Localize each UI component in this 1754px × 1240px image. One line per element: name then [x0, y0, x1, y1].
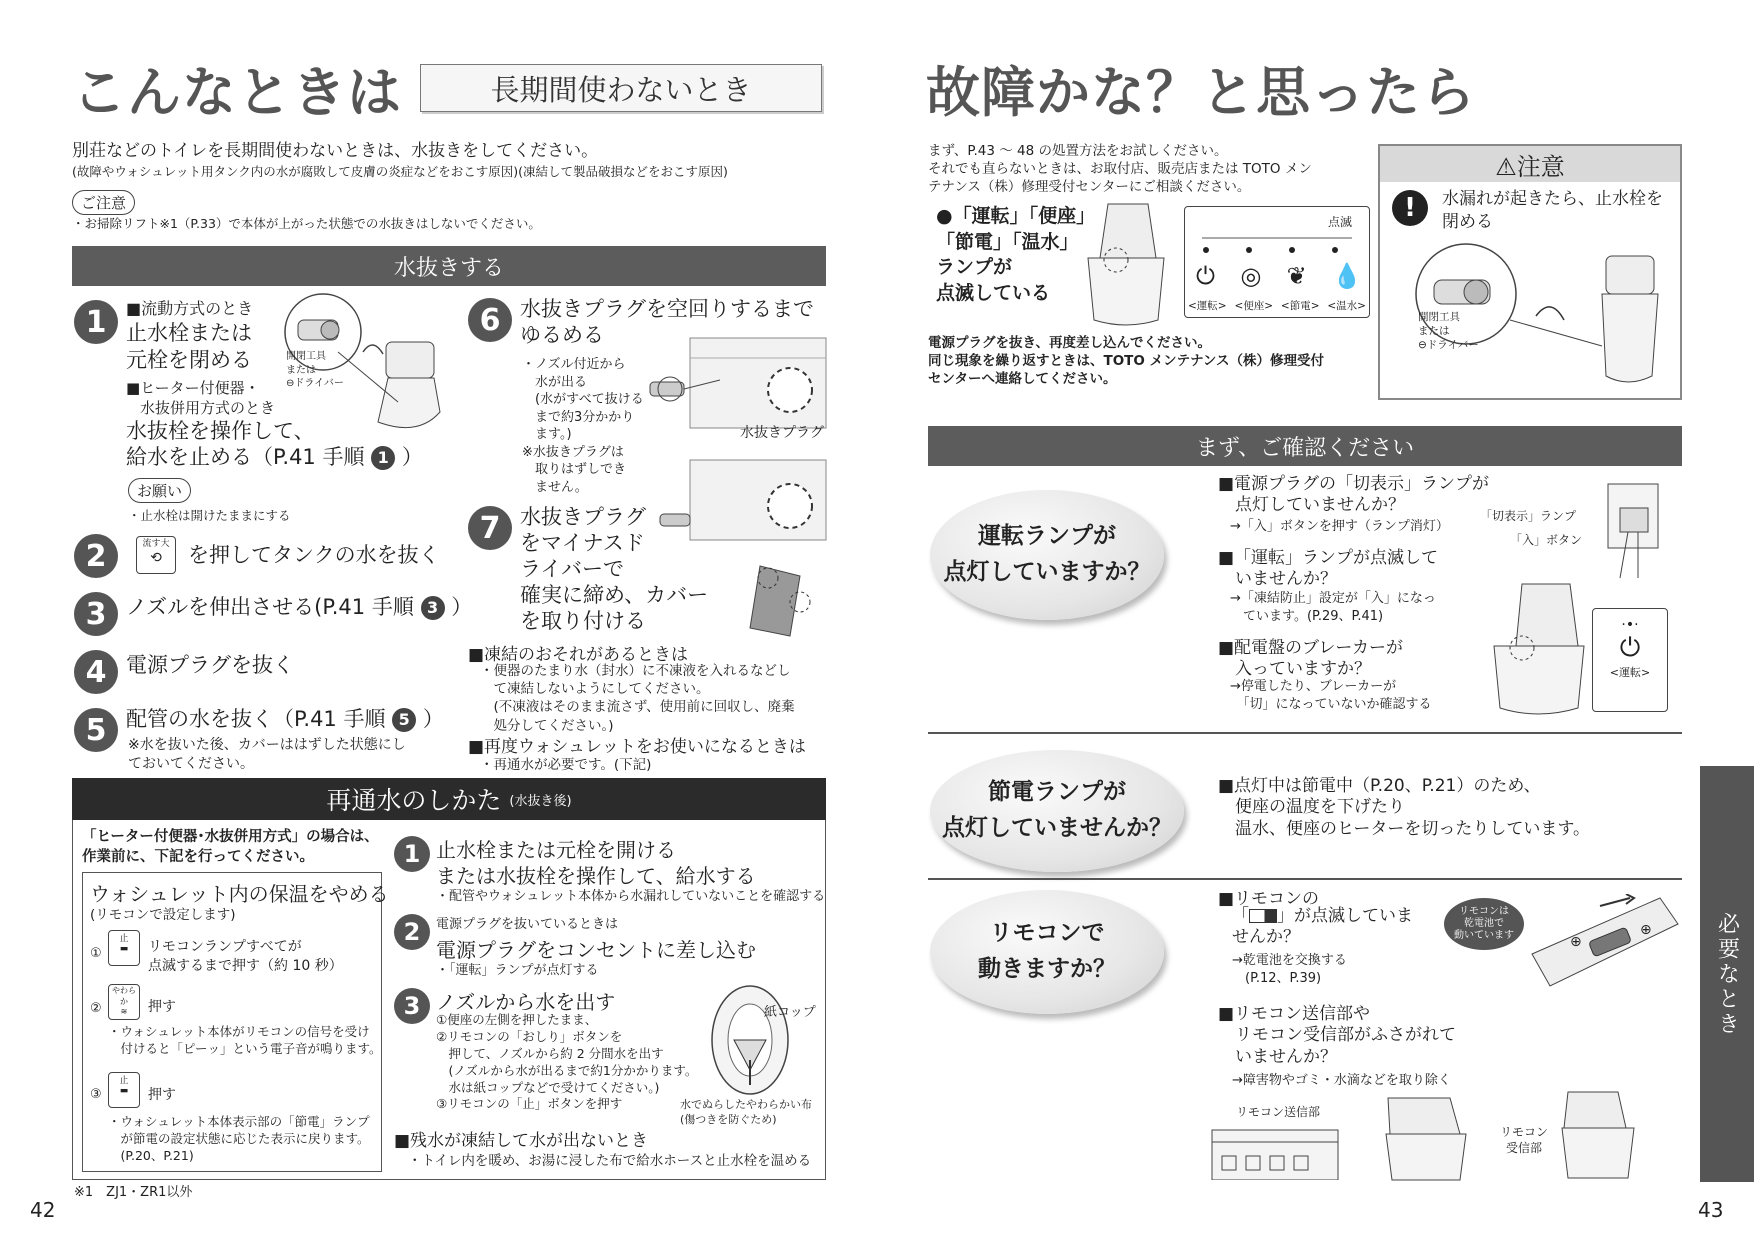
drain-section-bar: 水抜きする [72, 246, 826, 286]
cup-drawing [704, 980, 824, 1100]
battery-badge: リモコンは 乾電池で 動いています [1444, 898, 1524, 950]
toilet-receiver-drawing-1 [1380, 1094, 1474, 1184]
re-step-1-note: ・配管やウォシュレット本体から水漏れしていないことを確認する [436, 889, 826, 904]
caution-tool-label: 開閉工具 または ⊖ドライバー [1418, 311, 1479, 352]
re-step-2-pre: 電源プラグを抜いているときは [436, 917, 619, 932]
step-1-line-f: 水抜栓を操作して、 [126, 419, 315, 443]
divider-1 [928, 732, 1682, 734]
svg-text:⊕: ⊕ [1570, 934, 1582, 950]
q2-check-a: ■点灯中は節電中（P.20、P.21）のため、 便座の温度を下げたり 温水、便座のヒーターを切ったりしています。 [1218, 776, 1590, 839]
q1-check-a: ■電源プラグの「切表示」ランプが 点灯していませんか？ [1218, 474, 1490, 516]
run-lamp-panel [1592, 608, 1668, 712]
step-5-note: ※水を抜いた後、カバーははずした状態にし ておいてください。 [128, 737, 406, 772]
lamp-blink-text: ●「運転」「便座」 「節電」「温水」 ランプが 点滅している [936, 205, 1096, 304]
blink-indicator [1194, 234, 1360, 258]
cup-illustration [704, 980, 824, 1100]
q3-check-b-note: →障害物やゴミ・水滴などを取り除く [1232, 1073, 1451, 1088]
svg-text:⊕: ⊕ [1640, 922, 1652, 938]
q3-check-a [1232, 906, 1413, 949]
divider-2 [928, 878, 1682, 880]
toilet-lamp-illustration [1068, 200, 1184, 332]
send-label: リモコン送信部 [1236, 1105, 1321, 1119]
footnote: ※1 ZJ1・ZR1以外 [74, 1185, 193, 1200]
plug-label: 水抜きプラグ [740, 425, 824, 441]
cup-label: 紙コップ [764, 1005, 816, 1020]
question-run-lamp: 運転ランプが 点灯していますか？ [930, 490, 1164, 620]
freeze-text: ・便器のたまり水（封水）に不凍液を入れるなどし て凍結しないようにしてください。 (不凍液はそのまま流さず、使用前に回収し、廃棄 処分してください。) [480, 663, 795, 734]
warm-box-sub: (リモコンで設定します) [90, 907, 236, 923]
q3-check-a-1: ■リモコンの [1218, 889, 1320, 909]
step-7-number: 7 [468, 506, 512, 550]
toilet-receiver-illustration-1 [1380, 1094, 1474, 1184]
q3-check-a-open: 「 [1232, 906, 1249, 926]
step-7-line-a: 水抜きプラグ [520, 505, 646, 529]
step-1-line-b: 止水栓または [126, 320, 252, 345]
re-step-2-number: 2 [394, 914, 430, 950]
re-step-1-number: 1 [394, 836, 430, 872]
rewater-bar-sub: (水抜き後) [509, 793, 572, 809]
recv-label: リモコン 受信部 [1500, 1125, 1549, 1156]
off-lamp-label: 「切表示」ランプ [1480, 509, 1577, 523]
step-6-line-a: 水抜きプラグを空回りするまで [520, 297, 814, 321]
step-1-line-g [126, 444, 423, 471]
lamp-icons [1196, 262, 1362, 290]
caution-text: 水漏れが起きたら、止水栓を 閉める [1442, 189, 1663, 232]
re-step-3-note: ①便座の左側を押したまま、 ②リモコンの「おしり」ボタンを 押して、ノズルから約 2 分間水を出す (ノズルから水が出るまで約1分かかります。 水は紙コップなどで受けてください。) ③リモコンの「止」ボタンを押す [436, 1012, 698, 1112]
q3-check-b: ■リモコン送信部や リモコン受信部がふさがれて いませんか？ [1218, 1004, 1456, 1067]
flush-large-button-icon: 流す大 ⟲ [136, 536, 176, 574]
toilet-receiver-illustration-2 [1558, 1088, 1638, 1182]
step-5-ref-number: 5 [392, 708, 416, 732]
run-power-icon: ⏻ [1619, 633, 1641, 663]
caution-title: ⚠注意 [1380, 146, 1680, 182]
request-text: ・止水栓は開けたままにする [128, 508, 291, 523]
remote-send-illustration [1210, 1122, 1340, 1180]
caution-label: ご注意 [72, 190, 135, 215]
remote-battery-illustration [1530, 894, 1680, 1004]
remote-send-drawing [1210, 1122, 1340, 1180]
stop-button-icon: 止 ▬ [108, 930, 140, 966]
step-5-end: ） [422, 707, 444, 731]
circled-two: ② [90, 1001, 102, 1016]
q3-check-a-rest: 」が点滅していま せんか？ [1232, 906, 1413, 948]
step-1-line-a: ■流動方式のとき [126, 299, 254, 318]
stop-button-icon-2: 止 ▬ [108, 1072, 140, 1108]
step-6-note: ・ノズル付近から 水が出る (水がすべて抜ける まで約3分かかり ます。) ※水抜きプラグは 取りはずしでき ません。 [522, 357, 644, 495]
residual-head: ■残水が凍結して水が出ないとき [394, 1131, 649, 1151]
q1-check-c: ■配電盤のブレーカーが 入っていますか？ [1218, 638, 1404, 680]
step-3-label: ノズルを伸出させる(P.41 手順 [126, 595, 414, 619]
confirm-section-bar: まず、ご確認ください [928, 426, 1682, 466]
question-remote: リモコンで 動きますか？ [930, 890, 1164, 1014]
plug-illustration [1598, 480, 1664, 580]
step-1-line-d: ■ヒーター付便器・ [126, 379, 260, 398]
step-5-text [126, 706, 444, 733]
flush-large-label: 流す大 [142, 539, 170, 549]
reinsert-text: 電源プラグを抜き、再度差し込んでください。 同じ現象を繰り返すときは、TOTO メンテナンス（株）修理受付 センターへ連絡してください。 [928, 335, 1324, 388]
page-title-left: こんなときは [72, 61, 402, 124]
re-step-2-text: 電源プラグをコンセントに差し込む [436, 938, 756, 962]
step-1-line-e: 水抜併用方式のとき [140, 399, 276, 418]
warm-step-1: リモコンランプすべてが 点滅するまで押す（約 10 秒） [148, 939, 343, 974]
step-2-text: を押してタンクの水を抜く [188, 543, 440, 567]
step-ref-number: 1 [371, 446, 395, 470]
lamp-name: <便座> [1234, 300, 1274, 312]
seat-icon: ◎ [1240, 262, 1262, 290]
residual-text: ・トイレ内を暖め、お湯に浸した布で給水ホースと止水栓を温める [408, 1153, 812, 1169]
rewater-section-bar [72, 778, 826, 820]
step-2-number: 2 [74, 534, 118, 578]
blink-label: 点滅 [1328, 215, 1353, 229]
step-5-number: 5 [74, 708, 118, 752]
request-label: お願い [128, 478, 191, 503]
step-3-number: 3 [74, 592, 118, 636]
toilet-drawing [1478, 580, 1588, 720]
water-drop-icon: 💧 [1332, 262, 1362, 290]
cover-illustration [650, 456, 828, 652]
stop-button-label-2: 止 [119, 1076, 129, 1086]
heater-note: 「ヒーター付便器･水抜併用方式」の場合は、 作業前に、下記を行ってください。 [82, 829, 379, 865]
intro-note: (故障やウォシュレット用タンク内の水が腐敗して皮膚の炎症などをおこす原因)(凍結して製品破損などをおこす原因) [72, 164, 728, 179]
q3-check-a-note: →乾電池を交換する (P.12、P.39) [1232, 953, 1347, 986]
reuse-head: ■再度ウォシュレットをお使いになるときは [468, 737, 806, 757]
blink-dot-icon: ·•· [1621, 617, 1639, 633]
step-7-line-c: ライバーで [520, 557, 624, 581]
step-1-line-c: 元栓を閉める [126, 347, 252, 372]
step-4-text: 電源プラグを抜く [126, 653, 294, 677]
stop-button-label: 止 [119, 934, 129, 944]
lamp-name: <節電> [1280, 300, 1320, 312]
warm-step-3: 押す [148, 1087, 176, 1103]
q1-check-a-note: →「入」ボタンを押す（ランプ消灯） [1230, 519, 1449, 534]
soft-button-icon: やわらか ≋ [108, 984, 140, 1020]
q1-check-b-note: →「凍結防止」設定が「入」になっ ています。(P.29、P.41) [1230, 591, 1436, 624]
page-title-right: 故障かな？と思ったら [926, 61, 1476, 124]
step-1-number: 1 [74, 300, 118, 344]
page-number-left: 42 [30, 1198, 56, 1222]
step-7-line-d: 確実に締め、カバー [520, 583, 709, 607]
step-7-line-b: をマイナスド [520, 531, 645, 555]
warm-step-2: 押す [148, 999, 176, 1015]
circled-three: ③ [90, 1087, 102, 1102]
toilet-illustration [1478, 580, 1588, 720]
right-intro: まず、P.43 ～ 48 の処置方法をお試しください。 それでも直らないときは、お取付店、販売店または TOTO メン テナンス（株）修理受付センターにご相談ください。 [928, 143, 1312, 196]
step-4-number: 4 [74, 650, 118, 694]
toilet-receiver-drawing-2 [1558, 1088, 1638, 1182]
step-7-line-e: を取り付ける [520, 609, 646, 633]
plug-drawing [1598, 480, 1664, 580]
q1-check-b: ■「運転」ランプが点滅して いませんか？ [1218, 548, 1439, 590]
lamp-name: <温水> [1327, 300, 1366, 312]
page-number-right: 43 [1698, 1198, 1724, 1222]
re-step-1-line-a: 止水栓または元栓を開ける [436, 838, 676, 862]
question-save-lamp: 節電ランプが 点灯していませんか？ [930, 750, 1184, 872]
step-3-end: ） [451, 595, 473, 619]
step-3-text [126, 594, 472, 621]
q1-check-c-note: →停電したり、ブレーカーが 「切」になっていないか確認する [1230, 679, 1432, 712]
cloth-label: 水でぬらしたやわらかい布 (傷つきを防ぐため) [680, 1098, 812, 1126]
exclamation-icon: ! [1392, 190, 1428, 226]
side-tab: 必要なとき [1700, 766, 1754, 1182]
blink-indicator-drawing [1194, 234, 1360, 258]
step-5-label: 配管の水を抜く（P.41 手順 [126, 707, 386, 731]
run-label: <運転> [1609, 666, 1651, 679]
circled-one: ① [90, 946, 102, 961]
re-step-3-number: 3 [394, 988, 430, 1024]
lamp-names [1188, 298, 1366, 313]
step-6-line-b: ゆるめる [520, 323, 604, 347]
lamp-name: <運転> [1188, 300, 1227, 312]
re-step-3-text: ノズルから水を出す [436, 990, 616, 1014]
warm-step-3-note: ・ウォシュレット本体表示部の「節電」ランプ が節電の設定状態に応じた表示に戻ります。 (P.20、P.21) [108, 1114, 370, 1163]
warm-step-2-note: ・ウォシュレット本体がリモコンの信号を受け 付けると「ピーッ」という電子音が鳴ります。 [108, 1024, 382, 1056]
power-icon: ⏻ [1196, 262, 1215, 290]
rewater-bar-title: 再通水のしかた [326, 786, 502, 815]
step-1-line-g-end: ） [401, 445, 423, 469]
cover-drawing [650, 456, 828, 652]
tool-label: 開閉工具 または ⊖ドライバー [286, 351, 344, 389]
step-1-line-g-text: 給水を止める（P.41 手順 [126, 445, 365, 469]
warm-box-title: ウォシュレット内の保温をやめる [90, 882, 389, 906]
battery-icon [1249, 909, 1277, 923]
step-3-ref-number: 3 [421, 596, 445, 620]
toilet-lamp-drawing [1068, 200, 1184, 332]
re-step-2-note: ・「運転」ランプが点灯する [436, 963, 599, 978]
intro-text: 別荘などのトイレを長期間使わないときは、水抜きをしてください。 [72, 141, 599, 161]
soft-button-label: やわらか [112, 986, 136, 1006]
step-1-text [126, 298, 276, 419]
page-subtitle-left: 長期間使わないとき [420, 64, 822, 112]
remote-battery-drawing [1530, 894, 1680, 1004]
step-6-number: 6 [468, 298, 512, 342]
re-step-1-line-b: または水抜栓を操作して、給水する [436, 864, 756, 888]
caution-text: ・お掃除リフト※1（P.33）で本体が上がった状態での水抜きはしないでください。 [72, 216, 541, 231]
freeze-head: ■凍結のおそれがあるときは [468, 645, 689, 665]
leaf-icon: ❦ [1286, 262, 1307, 290]
on-button-label: 「入」ボタン [1510, 533, 1583, 547]
reuse-text: ・再通水が必要です。(下記) [480, 757, 652, 773]
